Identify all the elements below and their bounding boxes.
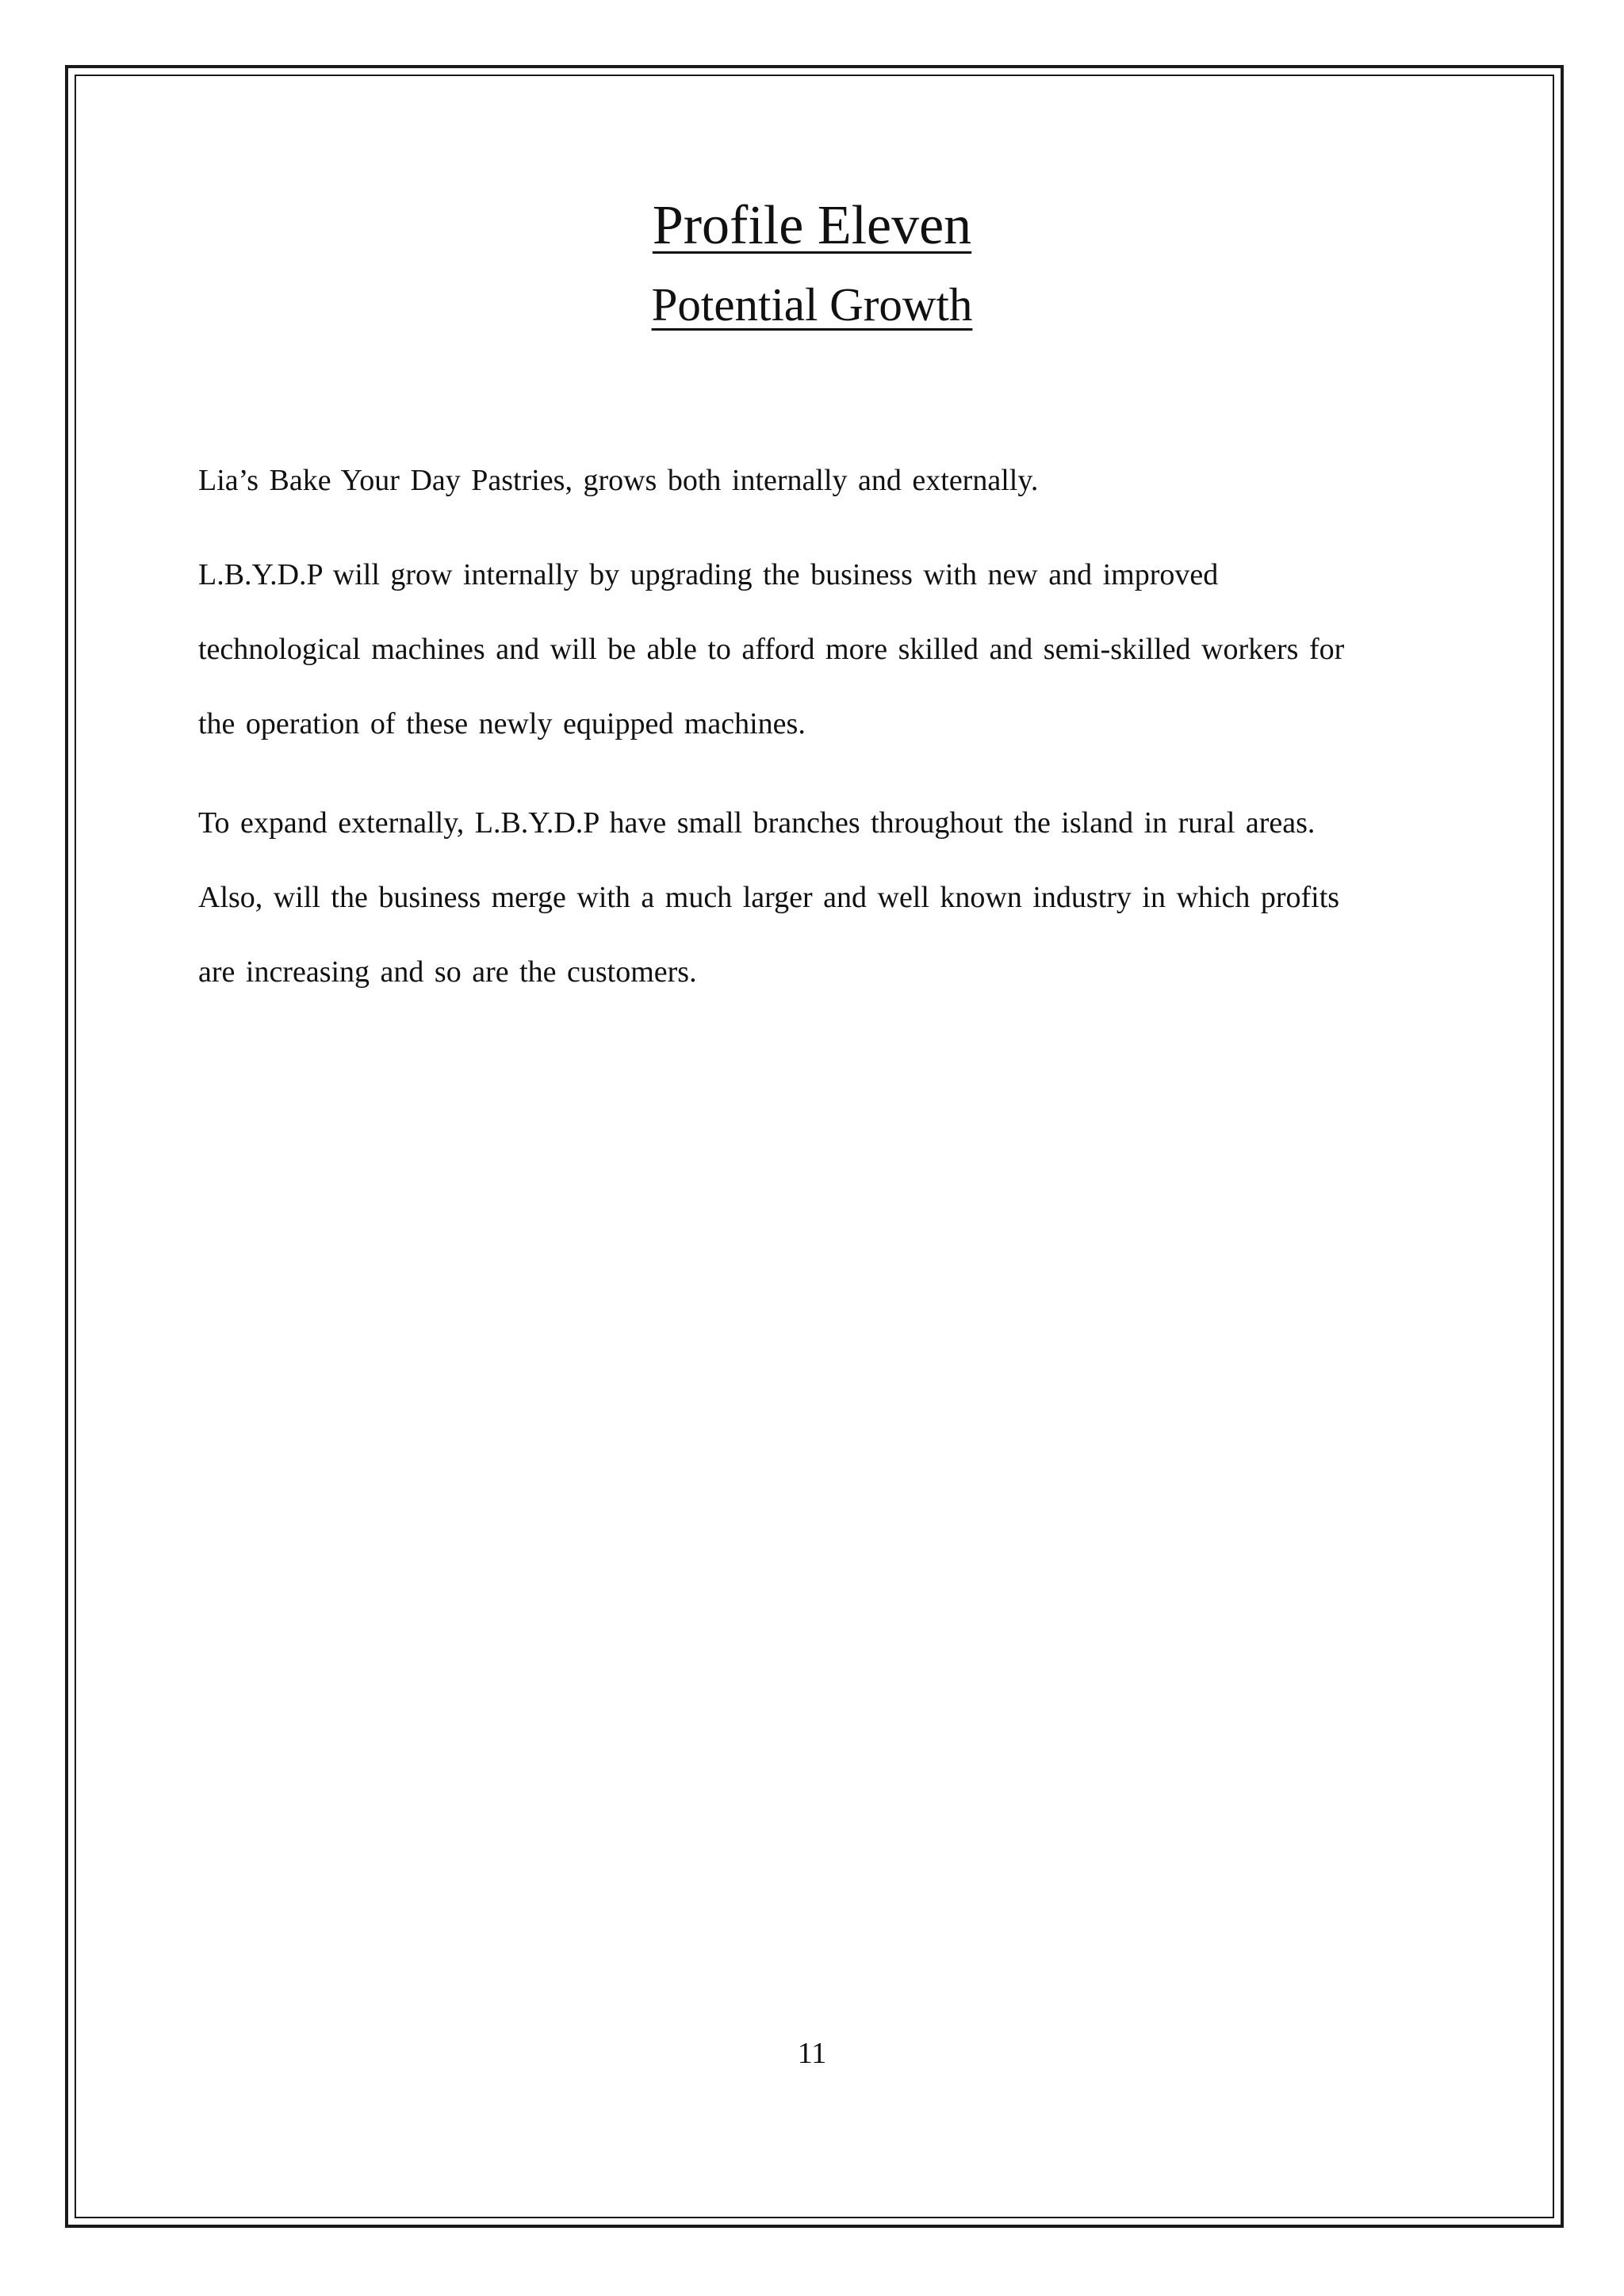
paragraph-line: To expand externally, L.B.Y.D.P have small branches throughout the island in rural areas.	[198, 806, 1316, 840]
page-border-inner	[75, 75, 1554, 2218]
page-title-text: Profile Eleven	[652, 195, 972, 256]
page-title	[0, 190, 1624, 262]
paragraph-line: L.B.Y.D.P will grow internally by upgrading the business with new and improved	[198, 558, 1219, 591]
paragraph-1	[198, 443, 1443, 518]
paragraph-line: Lia’s Bake Your Day Pastries, grows both internally and externally.	[198, 464, 1039, 497]
paragraph-line: the operation of these newly equipped machines.	[198, 707, 806, 740]
page-number: 11	[797, 2037, 827, 2070]
page-subtitle-text: Potential Growth	[651, 278, 973, 331]
paragraph-2	[198, 538, 1443, 761]
page-subtitle	[0, 274, 1624, 335]
paragraph-line: Also, will the business merge with a much larger and well known industry in which profits	[198, 881, 1340, 914]
paragraph-3	[198, 786, 1443, 1009]
paragraph-line: are increasing and so are the customers.	[198, 955, 697, 989]
paragraph-line: technological machines and will be able to afford more skilled and semi-skilled workers for	[198, 633, 1345, 666]
